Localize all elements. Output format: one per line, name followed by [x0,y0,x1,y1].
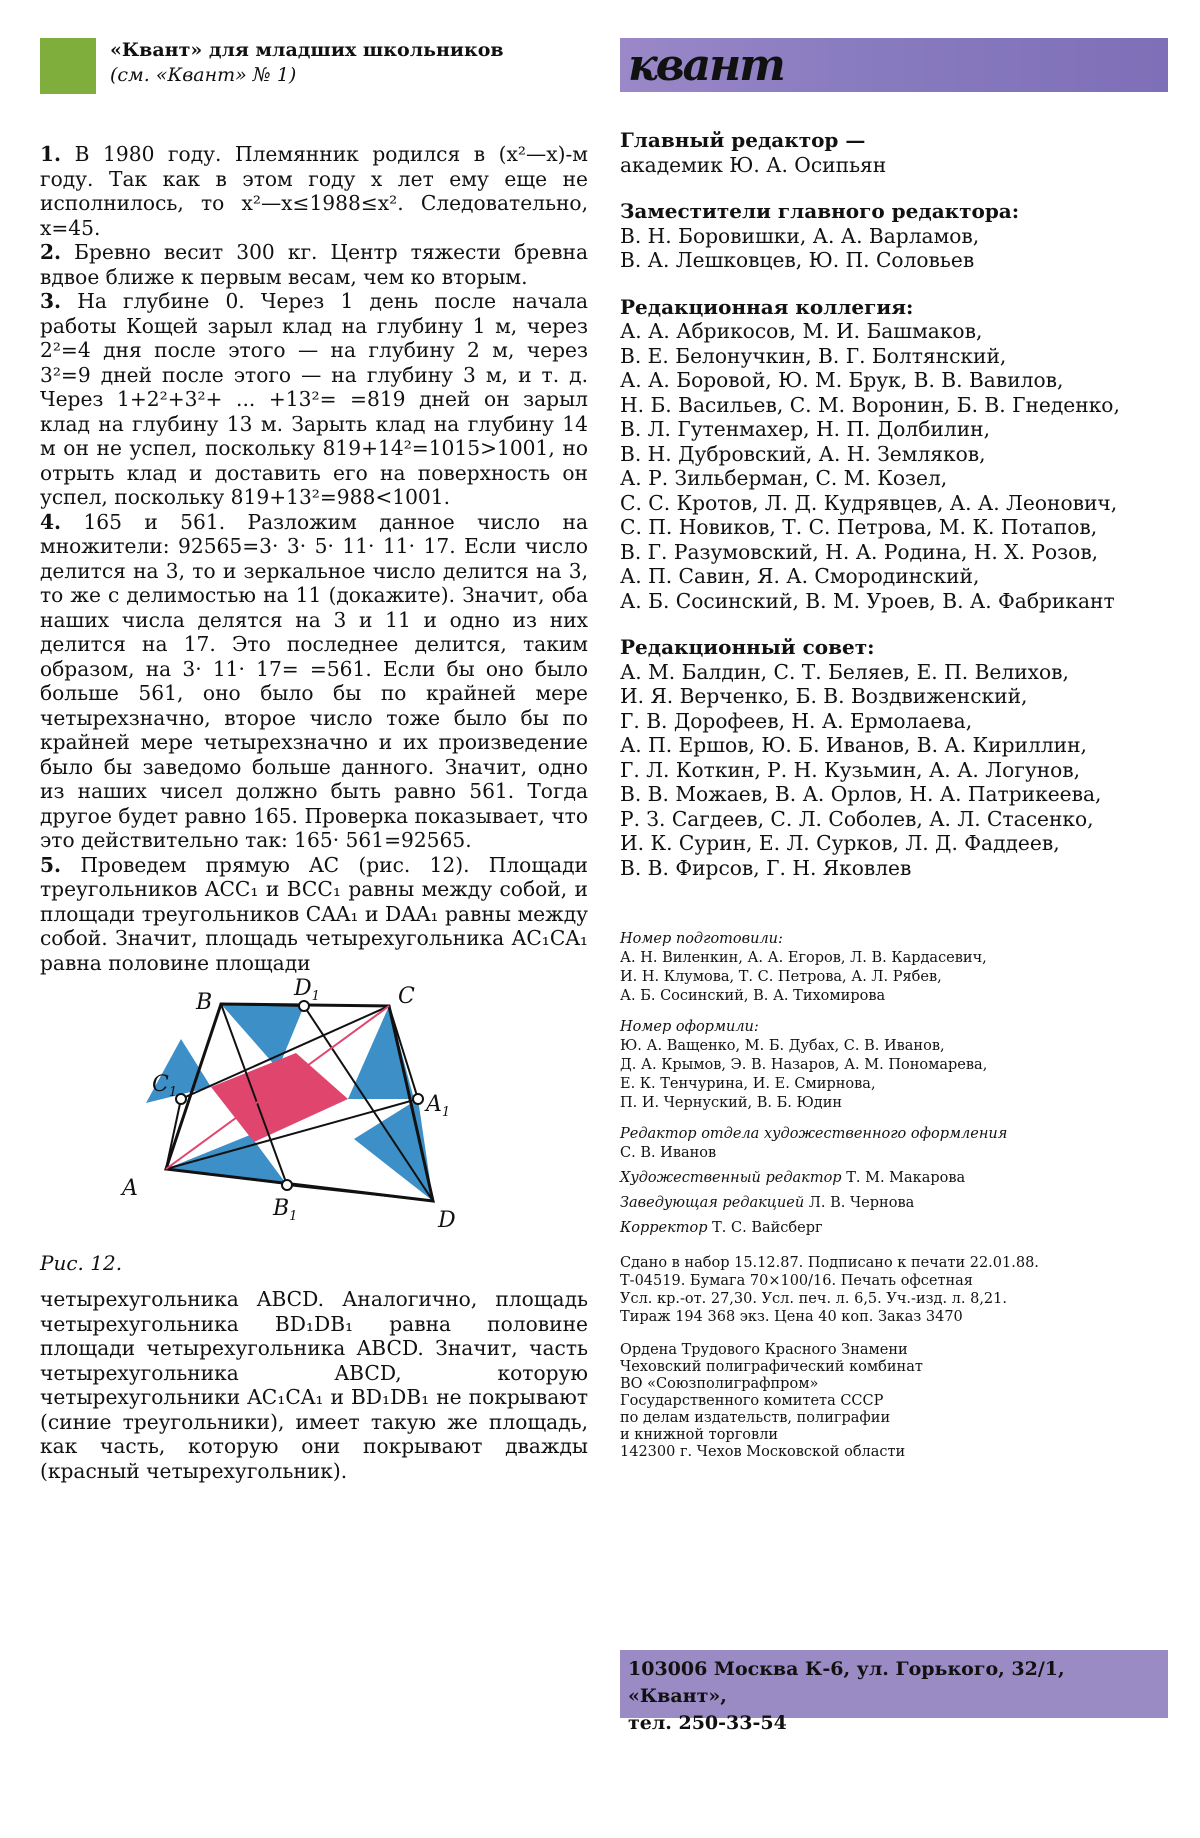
label-c: C [398,984,415,1009]
council-title: Редакционный совет: [620,635,875,659]
label-c1: $C_1$ [152,1072,178,1100]
prepared-line: А. Б. Сосинский, В. А. Тихомирова [620,988,886,1004]
section-subtitle: (см. «Квант» № 1) [110,64,297,86]
publishing-line: Усл. кр.-от. 27,30. Усл. печ. л. 6,5. Уч.-изд. л. 8,21. [620,1291,1007,1307]
printer-line: ВО «Союзполиграфпром» [620,1376,819,1392]
board-line: С. П. Новиков, Т. С. Петрова, М. К. Потапов, [620,515,1098,539]
deputies-line: В. А. Лешковцев, Ю. П. Соловьев [620,248,975,272]
council-line: Р. З. Сагдеев, С. Л. Соболев, А. Л. Стасенко, [620,806,1094,831]
council-line: И. Я. Верченко, Б. В. Воздвиженский, [620,684,1028,708]
designed-line: Ю. А. Ващенко, М. Б. Дубах, С. В. Иванов, [620,1038,945,1054]
label-d: D [438,1208,456,1233]
publishing-line: Сдано в набор 15.12.87. Подписано к печати 22.01.88. [620,1255,1039,1271]
point-c1 [176,1094,186,1104]
board-line: А. Р. Зильберман, С. М. Козел, [620,466,948,490]
left-column [40,38,588,1483]
answer-3: 3. На глубине 0. Через 1 день после начала работы Кощей зарыл клад на глубину 1 м, через 2²=4 дня после этого — на глубину 2 м, через 3²=9 дней после этого — на глубину 3 м, и т. д. Через 1+2²+3²+ ... +13²= =819 дней он зарыл клад на глубину 13 м. Зарыть клад на глубину 14 м он не успел, поскольку 819+14²=1015>1001, но отрыть клад и доставить его на поверхность он успел, поскольку 819+13²=988<1001. [40,289,588,509]
deputies-block [620,199,1168,273]
board-line: В. Г. Разумовский, Н. А. Родина, Н. Х. Розов, [620,539,1099,564]
publishing-line: Т-04519. Бумага 70×100/16. Печать офсетная [620,1273,973,1289]
board-line: А. А. Абрикосов, М. И. Башмаков, [620,319,983,343]
printer-line: 142300 г. Чехов Московской области [620,1444,906,1460]
deputies-title: Заместители главного редактора: [620,199,1020,223]
board-block [620,295,1168,614]
board-line: А. А. Боровой, Ю. М. Брук, В. В. Вавилов, [620,368,1064,392]
designed-line: П. И. Чернуский, В. Б. Юдин [620,1095,843,1111]
board-line: А. Б. Сосинский, В. М. Уроев, В. А. Фабрикант [620,588,1115,613]
designed-line: Е. К. Тенчурина, И. Е. Смирнова, [620,1076,876,1092]
answer-1: 1. В 1980 году. Племянник родился в (x²—x)-м году. Так как в этом году x лет ему еще не исполнилось, то x²—x≤1988≤x². Следовательно, x=45. [40,142,588,240]
printer-info [620,1342,1168,1461]
publishing-line: Тираж 194 368 экз. Цена 40 коп. Заказ 3470 [620,1309,963,1325]
logo: квант [628,40,784,91]
board-line: В. Л. Гутенмахер, Н. П. Долбилин, [620,417,991,441]
issue-credits [620,930,1168,1238]
council-line: А. П. Ершов, Ю. Б. Иванов, В. А. Кириллин, [620,733,1087,757]
art-dept-label: Редактор отдела художественного оформления [620,1126,1008,1142]
quadrilateral-diagram [40,976,588,1249]
art-dept-name: С. В. Иванов [620,1145,717,1161]
prepared-line: А. Н. Виленкин, А. А. Егоров, Л. В. Кардасевич, [620,950,987,966]
right-column [620,38,1168,1461]
label-d1: $D_1$ [294,976,320,1004]
printer-line: по делам издательств, полиграфии [620,1410,891,1426]
publishing-info [620,1254,1168,1326]
label-a: A [122,1176,138,1201]
red-quadrilateral [211,1053,348,1142]
board-line: В. Е. Белонучкин, В. Г. Болтянский, [620,343,1007,368]
point-d1 [299,1001,309,1011]
phone-line: тел. 250-33-54 [628,1712,787,1734]
board-line: Н. Б. Васильев, С. М. Воронин, Б. В. Гнеденко, [620,392,1120,417]
point-b1 [282,1180,292,1190]
label-a1: $A_1$ [426,1092,451,1120]
council-line: В. В. Можаев, В. А. Орлов, Н. А. Патрикеева, [620,782,1102,806]
council-block [620,635,1168,880]
address-box [620,1650,1168,1734]
answer-4: 4. 165 и 561. Разложим данное число на множители: 92565=3· 3· 5· 11· 11· 17. Если число делится на 3, то и зеркальное число делится на 3, то же с делимостью на 11 (докажите). Значит, оба наших числа делятся на 3 и 11 и одно из них делится на 17. Это последнее делится, таким образом, на 3· 11· 17= =561. Если бы оно было больше 561, оно было бы по крайней мере четырехзначно, второе число тоже было бы по крайней мере четырехзначно и их произведение было бы заведомо больше данного. Значит, одно из наших чисел должно быть равно 561. Тогда другое будет равно 165. Проверка показывает, что это действительно так: 165· 561=92565. [40,509,588,852]
prepared-line: И. Н. Клумова, Т. С. Петрова, А. Л. Рябев, [620,969,942,985]
board-line: А. П. Савин, Я. А. Смородинский, [620,564,980,588]
art-editor-line: Художественный редактор Т. М. Макарова [620,1170,966,1186]
magazine-logo-bar [620,38,1168,92]
header-text [110,38,504,88]
address-line: 103006 Москва К-6, ул. Горького, 32/1, «Квант», [628,1658,1065,1707]
section-title: «Квант» для младших школьников [110,39,504,61]
printer-line: и книжной торговли [620,1427,779,1443]
green-square-icon [40,38,96,94]
designed-line: Д. А. Крымов, Э. В. Назаров, А. М. Пономарева, [620,1057,988,1073]
editorial-staff [620,128,1168,880]
council-line: В. В. Фирсов, Г. Н. Яковлев [620,855,912,880]
council-line: Г. Л. Коткин, Р. Н. Кузьмин, А. А. Логунов, [620,757,1081,782]
head-line: Заведующая редакцией Л. В. Чернова [620,1195,915,1211]
council-line: И. К. Сурин, Е. Л. Сурков, Л. Д. Фаддеев, [620,831,1060,855]
council-line: А. М. Балдин, С. Т. Беляев, Е. П. Велихов, [620,659,1069,684]
proof-line: Корректор Т. С. Вайсберг [620,1220,823,1236]
council-line: Г. В. Дорофеев, Н. А. Ермолаева, [620,708,973,733]
label-b: B [196,990,213,1015]
answers-list [40,142,588,975]
designed-label: Номер оформили: [620,1019,759,1035]
prepared-label: Номер подготовили: [620,931,783,947]
board-title: Редакционная коллегия: [620,294,914,319]
label-b1: $B_1$ [273,1196,298,1224]
chief-editor-block [620,128,1168,177]
answer-5: 5. Проведем прямую AC (рис. 12). Площади треугольников ACC₁ и BCC₁ равны между собой, и площади треугольников CAA₁ и DAA₁ равны между собой. Значит, площадь четырехугольника AC₁CA₁ равна половине площади [40,852,589,975]
board-line: С. С. Кротов, Л. Д. Кудрявцев, А. А. Леонович, [620,490,1118,515]
printer-line: Ордена Трудового Красного Знамени [620,1342,908,1358]
chief-editor-title: Главный редактор — [620,128,866,152]
answer-2: 2. Бревно весит 300 кг. Центр тяжести бревна вдвое ближе к первым весам, чем ко вторым. [40,240,588,289]
printer-line: Государственного комитета СССР [620,1393,884,1409]
answer-5-continuation: четырехугольника ABCD. Аналогично, площадь четырехугольника BD₁DB₁ равна половине площади четырехугольника ABCD. Значит, часть четырехугольника ABCD, которую четырехугольники AC₁CA₁ и BD₁DB₁ не покрывают (синие треугольники), имеет такую же площадь, как часть, которую они покрывают дважды (красный четырехугольник). [40,1287,588,1483]
point-a1 [413,1094,423,1104]
deputies-line: В. Н. Боровишки, А. А. Варламов, [620,223,980,248]
figure-12 [40,976,588,1279]
chief-editor-name: академик Ю. А. Осипьян [620,152,887,177]
printer-line: Чеховский полиграфический комбинат [620,1359,923,1375]
figure-caption: Рис. 12. [40,1251,123,1275]
board-line: В. Н. Дубровский, А. Н. Земляков, [620,441,986,466]
section-header [40,38,588,102]
